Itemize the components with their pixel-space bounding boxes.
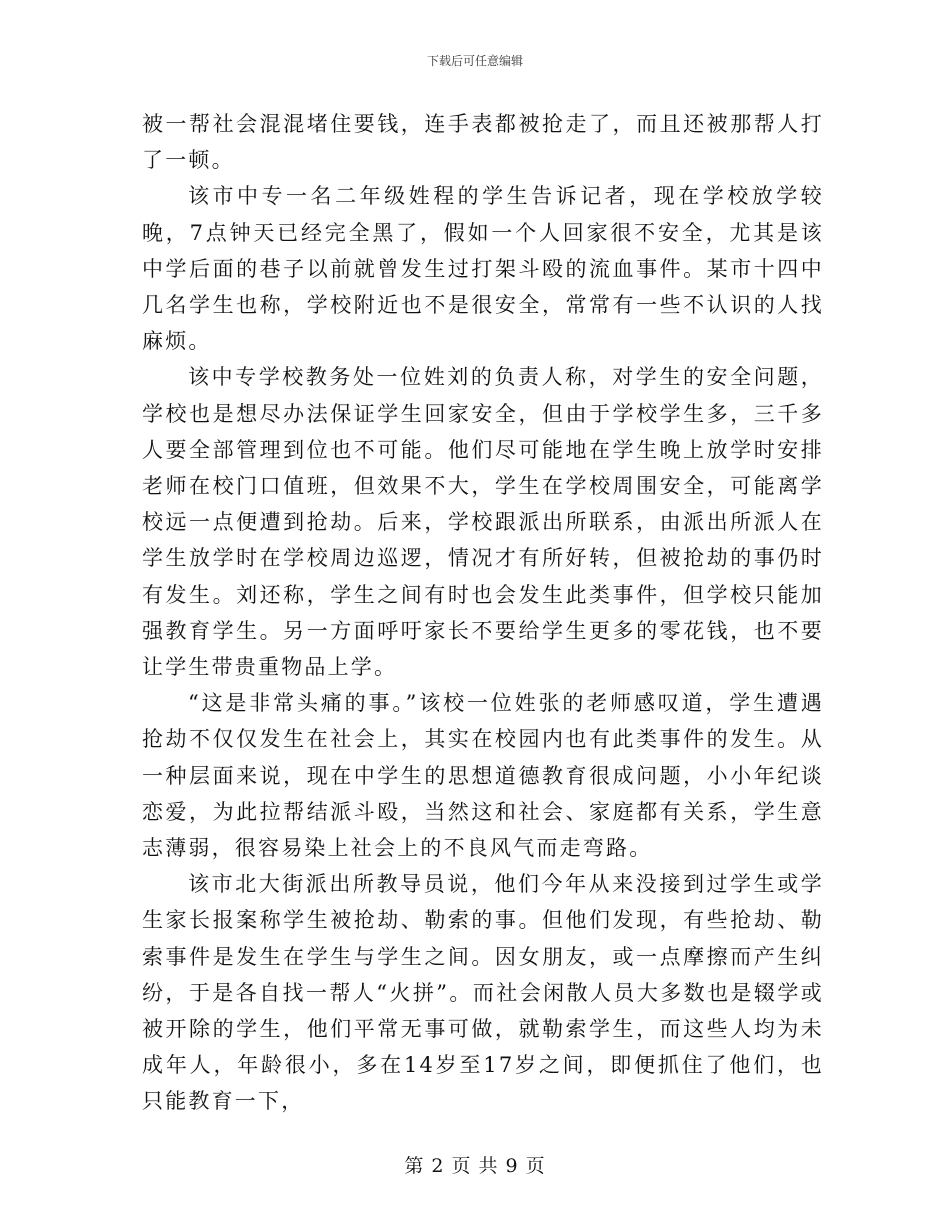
document-body (142, 106, 824, 1120)
paragraph-5: 该市北大街派出所教导员说，他们今年从来没接到过学生或学生家长报案称学生被抢劫、勒索的事。但他们发现，有些抢劫、勒索事件是发生在学生与学生之间。因女朋友，或一点摩擦而产生纠纷，于是各自找一帮人“火拼”。而社会闲散人员大多数也是辍学或被开除的学生，他们平常无事可做，就勒索学生，而这些人均为未成年人，年龄很小，多在14岁至17岁之间，即便抓住了他们，也只能教育一下， (142, 872, 824, 1114)
paragraph-1: 被一帮社会混混堵住要钱，连手表都被抢走了，而且还被那帮人打了一顿。 (142, 112, 824, 173)
paragraph-4: “这是非常头痛的事。”该校一位姓张的老师感叹道，学生遭遇抢劫不仅仅发生在社会上，其实在校园内也有此类事件的发生。从一种层面来说，现在中学生的思想道德教育很成问题，小小年纪谈恋爱，为此拉帮结派斗殴，当然这和社会、家庭都有关系，学生意志薄弱，很容易染上社会上的不良风气而走弯路。 (142, 691, 824, 861)
page-number-footer: 第 2 页 共 9 页 (404, 1155, 546, 1177)
page-header: 下载后可任意编辑 (426, 54, 523, 68)
paragraph-2: 该市中专一名二年级姓程的学生告诉记者，现在学校放学较晚，7点钟天已经完全黑了，假如一个人回家很不安全，尤其是该中学后面的巷子以前就曾发生过打架斗殴的流血事件。某市十四中几名学生也称，学校附近也不是很安全，常常有一些不认识的人找麻烦。 (142, 184, 824, 354)
paragraph-3: 该中专学校教务处一位姓刘的负责人称，对学生的安全问题，学校也是想尽办法保证学生回家安全，但由于学校学生多，三千多人要全部管理到位也不可能。他们尽可能地在学生晚上放学时安排老师在校门口值班，但效果不大，学生在学校周围安全，可能离学校远一点便遭到抢劫。后来，学校跟派出所联系，由派出所派人在学生放学时在学校周边巡逻，情况才有所好转，但被抢劫的事仍时有发生。刘还称，学生之间有时也会发生此类事件，但学校只能加强教育学生。另一方面呼吁家长不要给学生更多的零花钱，也不要让学生带贵重物品上学。 (142, 365, 824, 680)
